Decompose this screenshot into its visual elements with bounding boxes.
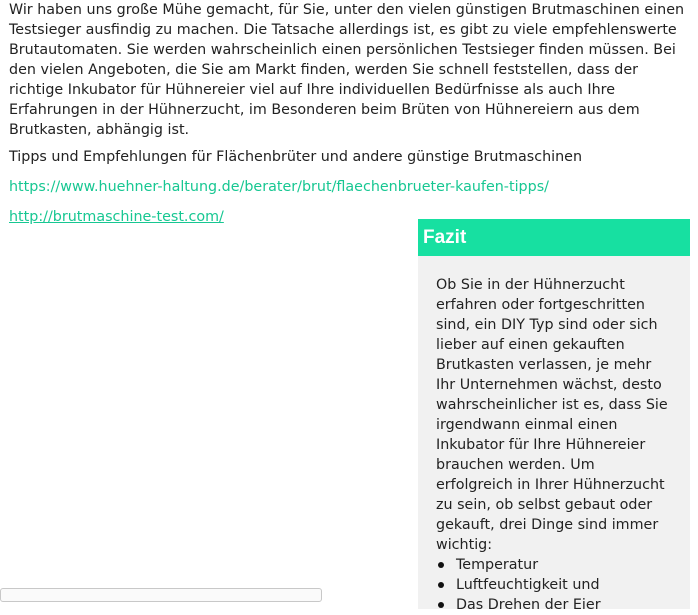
list-item <box>456 555 672 575</box>
list-item-label: Luftfeuchtigkeit und <box>456 577 600 593</box>
tips-heading: Tipps und Empfehlungen für Flächenbrüter und andere günstige Brutmaschinen <box>9 149 583 165</box>
fazit-list <box>436 555 672 615</box>
list-item <box>456 575 672 595</box>
link-huehner-haltung[interactable]: https://www.huehner-haltung.de/berater/brut/flaechenbrueter-kaufen-tipps/ <box>9 179 549 195</box>
article-content <box>9 0 689 227</box>
fazit-header <box>418 219 690 256</box>
list-item <box>456 595 672 615</box>
bullet-icon <box>438 582 444 588</box>
bullet-icon <box>438 602 444 608</box>
fazit-body <box>418 256 690 615</box>
intro-paragraph: Wir haben uns große Mühe gemacht, für Sie, unter den vielen günstigen Brutmaschinen einen Testsieger ausfindig zu machen. Die Tatsache allerdings ist, es gibt zu viele empfehlenswerte Brutautomaten. Sie werden wahrscheinlich einen persönlichen Testsieger finden müssen. Bei den vielen Angeboten, die Sie am Markt finden, werden Sie schnell feststellen, dass der richtige Inkubator für Hühnereier viel auf Ihre individuellen Bedürfnisse als auch Ihre Erfahrungen in der Hühnerzucht, im Besonderen beim Brüten von Hühnereiern aus dem Brutkasten, abhängig ist. <box>9 2 685 138</box>
bullet-icon <box>438 562 444 568</box>
list-item-label: Temperatur <box>456 557 539 573</box>
fazit-text: Ob Sie in der Hühnerzucht erfahren oder fortgeschritten sind, ein DIY Typ sind oder sich lieber auf einen gekauften Brutkasten verlassen, je mehr Ihr Unternehmen wächst, desto wahrscheinlicher ist es, dass Sie irgendwann einmal einen Inkubator für Ihre Hühnereier brauchen werden. Um erfolgreich in Ihrer Hühnerzucht zu sein, ob selbst gebaut oder gekauft, drei Dinge sind immer wichtig: <box>436 277 668 553</box>
link-brutmaschine-test[interactable]: http://brutmaschine-test.com/ <box>9 209 224 225</box>
fazit-title: Fazit <box>423 227 467 248</box>
list-item-label: Das Drehen der Eier <box>456 597 601 613</box>
horizontal-scrollbar[interactable] <box>0 588 322 602</box>
fazit-box <box>418 219 690 613</box>
